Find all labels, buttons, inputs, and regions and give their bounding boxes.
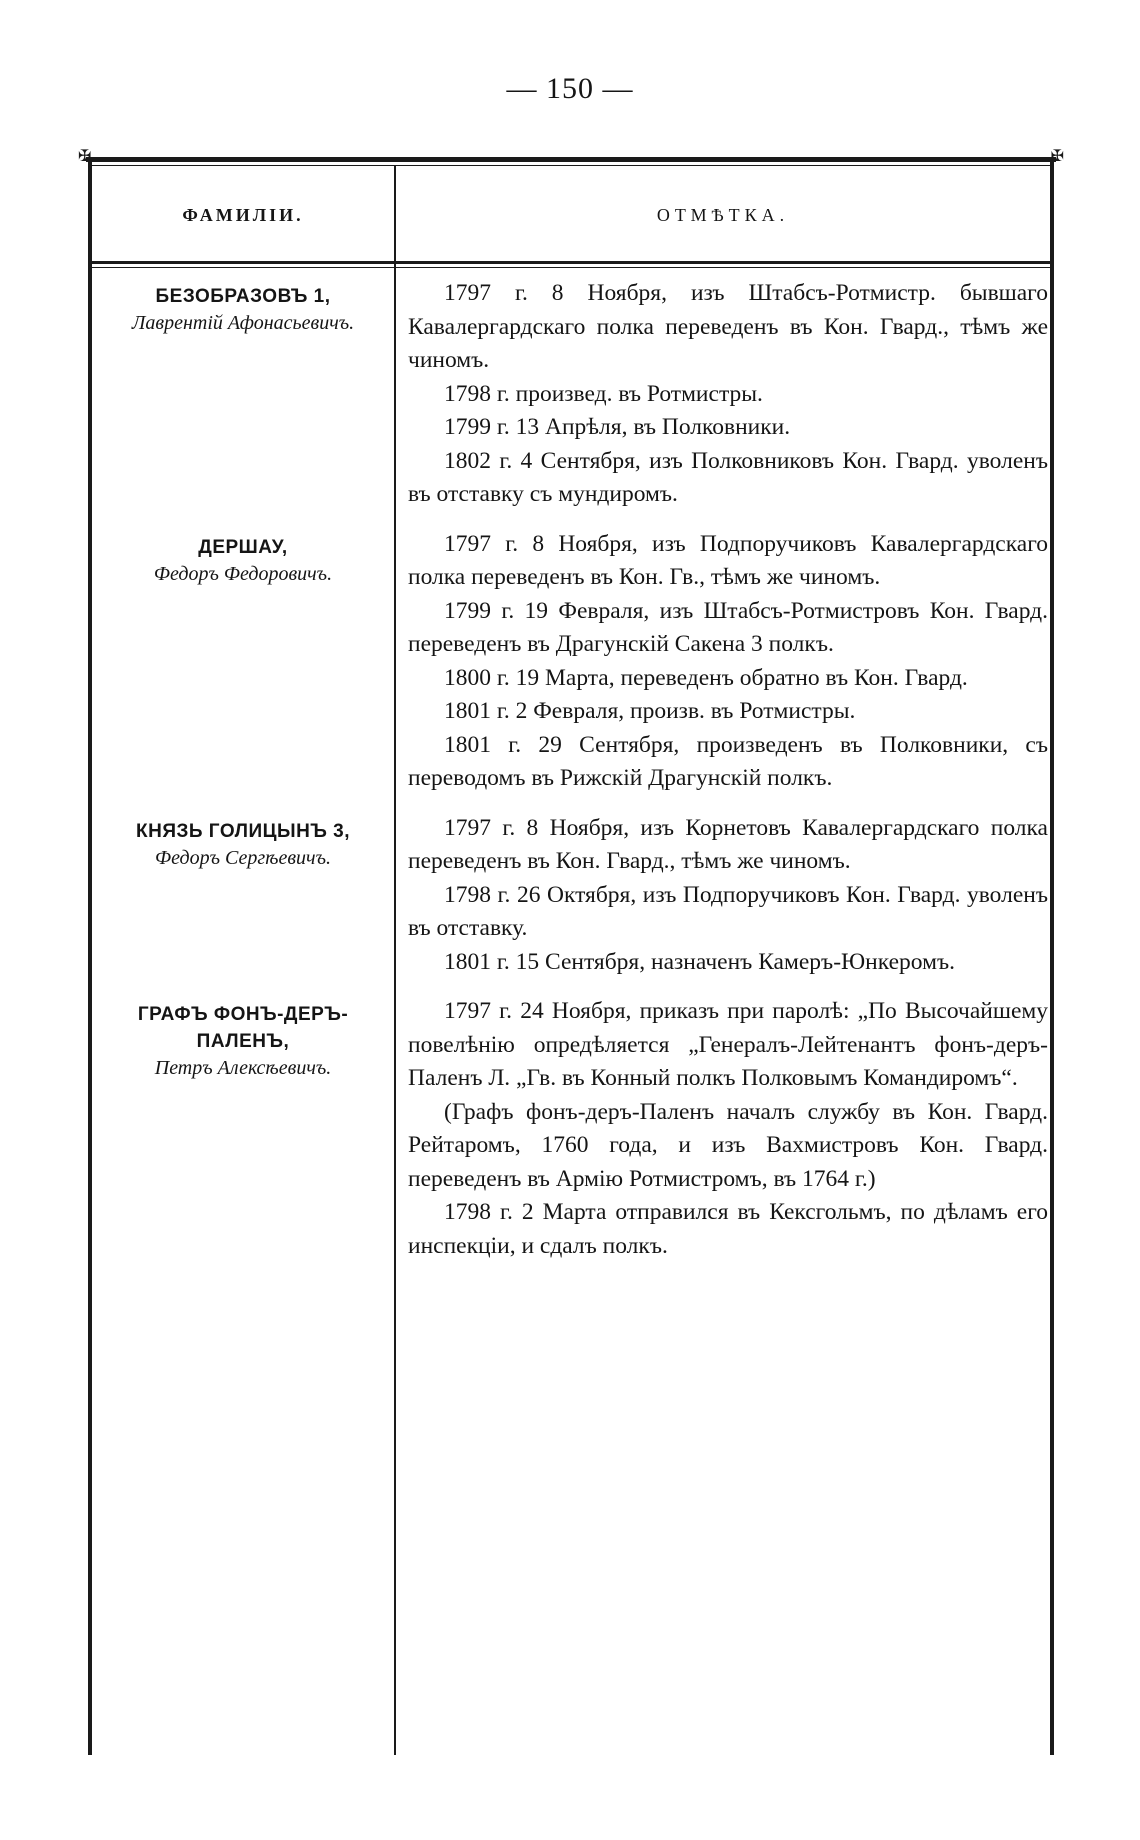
header-notes: ОТМѢТКА. (656, 205, 790, 225)
notes-cell (408, 277, 1048, 512)
given-name: Лаврентій Афонасьевичъ. (131, 312, 355, 334)
note-line: 1799 г. 19 Февраля, изъ Штабсъ-Ротмистровъ Кон. Гвард. переведенъ въ Драгунскій Сакена 3 полкъ. (408, 597, 1048, 657)
notes-cell (408, 812, 1048, 980)
entry-dershau (92, 528, 1050, 796)
entry-golitsyn (92, 812, 1050, 980)
name-cell (92, 812, 394, 980)
note-line: 1797 г. 8 Ноября, изъ Подпоручиковъ Кавалергардскаго полка переведенъ въ Кон. Гв., тѣмъ же чиномъ. (408, 530, 1048, 590)
given-name: Федоръ Федоровичъ. (153, 562, 333, 585)
header-names: ФАМИЛІИ. (182, 205, 304, 225)
entry-von-der-pahlen (92, 995, 1050, 1263)
note-line: 1799 г. 13 Апрѣля, въ Полковники. (444, 414, 791, 440)
name-cell (92, 995, 394, 1263)
register-table (78, 148, 1064, 1755)
note-line: 1798 г. произвед. въ Ротмистры. (444, 380, 763, 407)
note-line: 1798 г. 2 Марта отправился въ Кексгольмъ, по дѣламъ его инспекціи, и сдалъ полкъ. (408, 1199, 1048, 1259)
given-name: Петръ Алексѣевичъ. (154, 1057, 332, 1079)
name-cell (92, 528, 394, 796)
surname: КНЯЗЬ ГОЛИЦЫНЪ 3, (136, 820, 350, 842)
note-line: 1797 г. 8 Ноября, изъ Штабсъ-Ротмистр. бывшаго Кавалергардскаго полка переведенъ въ Кон. Гвард., тѣмъ же чиномъ. (408, 280, 1048, 373)
corner-ornament-icon: ✠ (78, 148, 92, 165)
corner-ornament-icon: ✠ (1050, 148, 1064, 165)
given-name: Федоръ Сергѣевичъ. (155, 846, 331, 869)
notes-cell (408, 528, 1048, 796)
surname: ГРАФЪ ФОНЪ-ДЕРЪ-ПАЛЕНЪ, (137, 1004, 349, 1052)
surname: БЕЗОБРАЗОВЪ 1, (155, 286, 331, 307)
note-line: 1801 г. 2 Февраля, произв. въ Ротмистры. (444, 698, 856, 724)
note-line: 1797 г. 24 Ноября, приказъ при паролѣ: „По Высочайшему повелѣнію опредѣляется „Генералъ-Лейтенантъ фонъ-деръ-Паленъ Л. „Гв. въ Конный полкъ Полковымъ Командиромъ“. (408, 998, 1048, 1091)
name-cell (92, 277, 394, 512)
note-line: 1798 г. 26 Октября, изъ Подпоручиковъ Кон. Гвард. уволенъ въ отставку. (408, 881, 1048, 941)
note-line: 1802 г. 4 Сентября, изъ Полковниковъ Кон. Гвард. уволенъ въ отставку съ мундиромъ. (408, 447, 1048, 507)
notes-cell (408, 995, 1048, 1263)
note-line: (Графъ фонъ-деръ-Паленъ началъ службу въ Кон. Гвард. Рейтаромъ, 1760 года, и изъ Вахмистровъ Кон. Гвард. переведенъ въ Армію Ротмистромъ, въ 1764 г.) (408, 1098, 1048, 1192)
entry-bezobrazov (92, 277, 1050, 512)
note-line: 1800 г. 19 Марта, переведенъ обратно въ Кон. Гвард. (444, 664, 968, 691)
entries (92, 277, 1050, 1263)
page-number: — 150 — (506, 72, 634, 105)
note-line: 1797 г. 8 Ноября, изъ Корнетовъ Кавалергардскаго полка переведенъ въ Кон. Гвард., тѣмъ же чиномъ. (408, 814, 1048, 874)
note-line: 1801 г. 15 Сентября, назначенъ Камеръ-Юнкеромъ. (444, 948, 955, 975)
header-rule (92, 261, 1050, 268)
surname: ДЕРШАУ, (198, 536, 288, 558)
note-line: 1801 г. 29 Сентября, произведенъ въ Полковники, съ переводомъ въ Рижскій Драгунскій полкъ. (408, 731, 1048, 791)
